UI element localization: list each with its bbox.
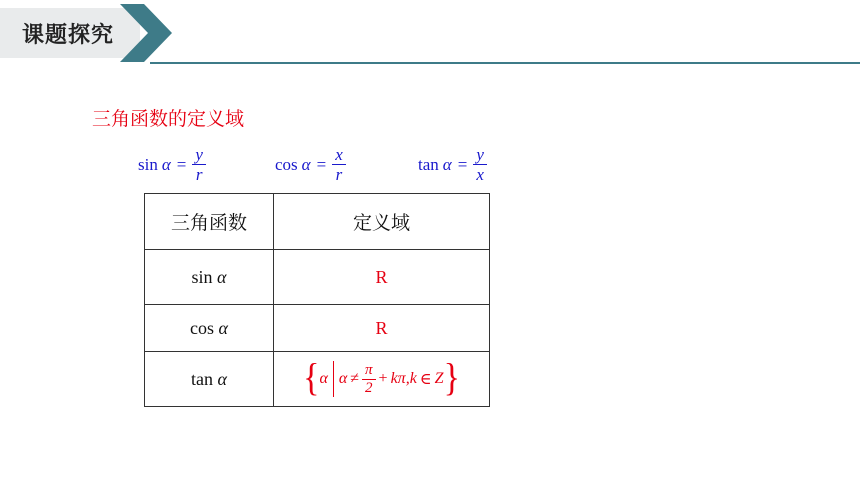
set-cond-var: α xyxy=(338,370,348,387)
page-title: 课题探究 xyxy=(22,22,115,47)
domain-cell: R xyxy=(274,305,490,352)
header-bar xyxy=(0,0,860,66)
set-comma: , xyxy=(405,370,410,387)
function-name: tan xyxy=(191,368,214,389)
section-title: 三角函数的定义域 xyxy=(92,109,245,130)
set-element-of: ∈ xyxy=(419,371,432,388)
domain-table xyxy=(144,193,490,407)
function-var: α xyxy=(218,317,228,338)
function-cell xyxy=(145,305,274,352)
domain-cell xyxy=(274,352,490,407)
fraction-numerator: π xyxy=(365,361,373,378)
formula-fraction xyxy=(192,146,206,185)
set-separator xyxy=(333,361,334,397)
domain-set-expression xyxy=(303,357,460,400)
set-var: α xyxy=(319,370,328,387)
formula-var: α xyxy=(161,155,171,174)
function-cell xyxy=(145,352,274,407)
function-var: α xyxy=(217,368,227,389)
set-neq: ≠ xyxy=(350,370,360,387)
formula-fn: sin xyxy=(138,155,158,174)
formula-tan xyxy=(418,140,487,190)
formula-fraction xyxy=(332,146,346,185)
table-header-row xyxy=(145,194,490,250)
function-name: sin xyxy=(191,266,213,287)
fraction-numerator: x xyxy=(335,144,343,164)
formula-equals: = xyxy=(176,155,187,174)
set-open-brace: { xyxy=(303,357,320,400)
set-k: k xyxy=(409,370,417,387)
set-integers: Z xyxy=(434,370,444,387)
fraction-denominator: r xyxy=(335,164,343,184)
function-var: α xyxy=(217,266,227,287)
table-row xyxy=(145,250,490,305)
formula-sin xyxy=(138,140,206,190)
header-cell-function: 三角函数 xyxy=(145,194,274,250)
table-row xyxy=(145,352,490,407)
formula-fraction xyxy=(473,146,487,185)
formula-cos xyxy=(275,140,346,190)
formula-equals: = xyxy=(316,155,327,174)
fraction-denominator: r xyxy=(195,164,203,184)
fraction-denominator: 2 xyxy=(365,379,373,396)
formula-fn: cos xyxy=(275,155,298,174)
header-divider xyxy=(150,62,860,64)
set-term: kπ xyxy=(390,370,406,387)
header-cell-domain: 定义域 xyxy=(274,194,490,250)
fraction-numerator: y xyxy=(476,144,484,164)
fraction-denominator: x xyxy=(476,164,484,184)
formula-var: α xyxy=(442,155,452,174)
set-close-brace: } xyxy=(443,357,460,400)
domain-cell: R xyxy=(274,250,490,305)
formula-fn: tan xyxy=(418,155,439,174)
formula-var: α xyxy=(301,155,311,174)
fraction-numerator: y xyxy=(195,144,203,164)
table-row xyxy=(145,305,490,352)
chevron-right-icon xyxy=(120,4,178,62)
set-fraction xyxy=(362,362,376,397)
function-cell xyxy=(145,250,274,305)
function-name: cos xyxy=(190,317,215,338)
set-plus: + xyxy=(378,370,388,387)
formula-equals: = xyxy=(457,155,468,174)
